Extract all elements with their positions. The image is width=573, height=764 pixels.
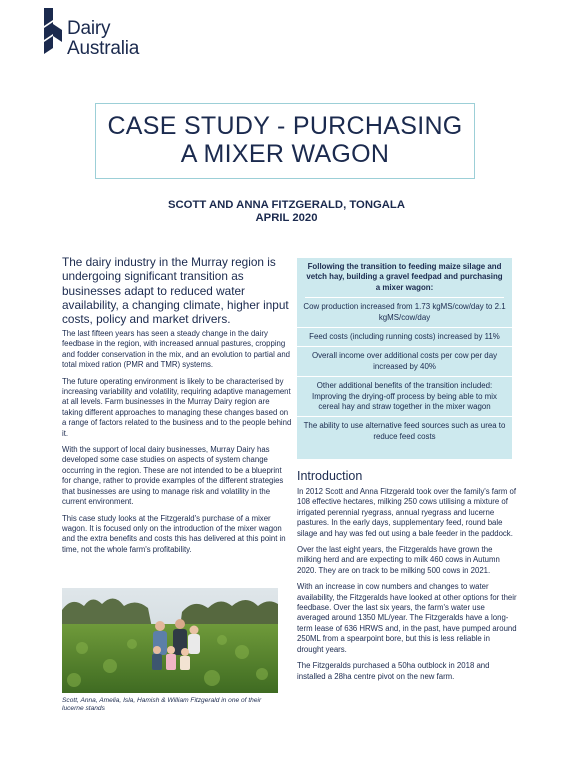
key-result-item: The ability to use alternative feed sources such as urea to reduce feed costs (297, 416, 512, 446)
page-title (95, 112, 475, 168)
family-photo-image (62, 588, 278, 693)
key-result-item: Other additional benefits of the transition included: Improving the drying-off process by being able to mix cereal hay and straw together in the mixer wagon (297, 376, 512, 416)
body-paragraph: In 2012 Scott and Anna Fitzgerald took over the family's farm of 108 effective hectares, milking 250 cows utilising a mixture of irrigated perennial ryegrass, annual ryegrass and lucerne pastures. In the early days, supplementary feed, round bale silage and hay was fed out using a bale feeder in the paddock. (297, 487, 517, 538)
body-paragraph: With the support of local dairy businesses, Murray Dairy has developed some case studies on aspects of system change occurring in the region. These are not intended to be a blueprint for change, rather to provide examples of the different strategies that businesses are using to manage risk and volatility in the current environment. (62, 445, 284, 507)
subtitle-names: SCOTT AND ANNA FITZGERALD, TONGALA (167, 199, 405, 211)
photo-caption: Scott, Anna, Amelia, Isla, Hamish & William Fitzgerald in one of their lucerne stands (62, 697, 262, 712)
body-paragraph: With an increase in cow numbers and changes to water availability, the Fitzgeralds have looked at other options for their feedbase. Over the last six years, the farm's water use averaged around 1350 ML/year. The Fitzgeralds have a long-term lease of 636 HRWS and, in the past, have pumped around 250ML from a spearpoint bore, but this is less reliable in drought years. (297, 582, 517, 654)
key-results-heading: Following the transition to feeding maize silage and vetch hay, building a gravel feedpad and purchasing a mixer wagon: (306, 262, 503, 292)
dairy-australia-logo (42, 8, 202, 60)
key-results-box (297, 258, 512, 459)
subtitle-date: APRIL 2020 (255, 212, 318, 224)
logo-mark-icon (42, 8, 64, 60)
key-result-item: Cow production increased from 1.73 kgMS/cow/day to 2.1 kgMS/cow/day (303, 302, 506, 322)
left-column (62, 329, 292, 561)
family-photo (62, 588, 278, 693)
body-paragraph: Over the last eight years, the Fitzgeralds have grown the milking herd and are expecting to milk 460 cows in Autumn 2020. They are on track to be milking 500 cows in 2021. (297, 545, 500, 575)
logo-line-2: Australia (67, 38, 140, 59)
lead-paragraph: The dairy industry in the Murray region is undergoing significant transition as businesses adapt to reduced water availability, a changing climate, higher input costs, policy and market drivers. (62, 255, 289, 327)
logo-wordmark (67, 19, 139, 59)
logo-line-1: Dairy (67, 18, 111, 39)
key-result-item: Feed costs (including running costs) increased by 11% (297, 327, 512, 346)
right-column (297, 487, 517, 688)
body-paragraph: The Fitzgeralds purchased a 50ha outblock in 2018 and installed a 28ha centre pivot on the new farm. (297, 661, 490, 681)
key-result-item: Overall income over additional costs per cow per day increased by 40% (297, 346, 512, 376)
title-line-2: A MIXER WAGON (180, 140, 390, 168)
title-line-1: CASE STUDY - PURCHASING (107, 112, 463, 140)
body-paragraph: The last fifteen years has seen a steady change in the dairy feedbase in the region, with increased annual pastures, cropping and fodder conservation in the mix, and an evolution to partial and total mixed ration (PMR and TMR) systems. (62, 329, 290, 370)
body-paragraph: This case study looks at the Fitzgerald's purchase of a mixer wagon. It is focused only on the introduction of the mixer wagon and the extra benefits and costs this has delivered at this point in time, not the whole farm's profitability. (62, 513, 286, 554)
introduction-heading: Introduction (297, 469, 363, 483)
body-paragraph: The future operating environment is likely to be characterised by increasing variability and volatility, requiring adaptive management at all levels. Farm businesses in the Murray Dairy region are taking different approaches to managing these changes based on a range of factors related to the business and to the people behind it. (62, 376, 292, 438)
